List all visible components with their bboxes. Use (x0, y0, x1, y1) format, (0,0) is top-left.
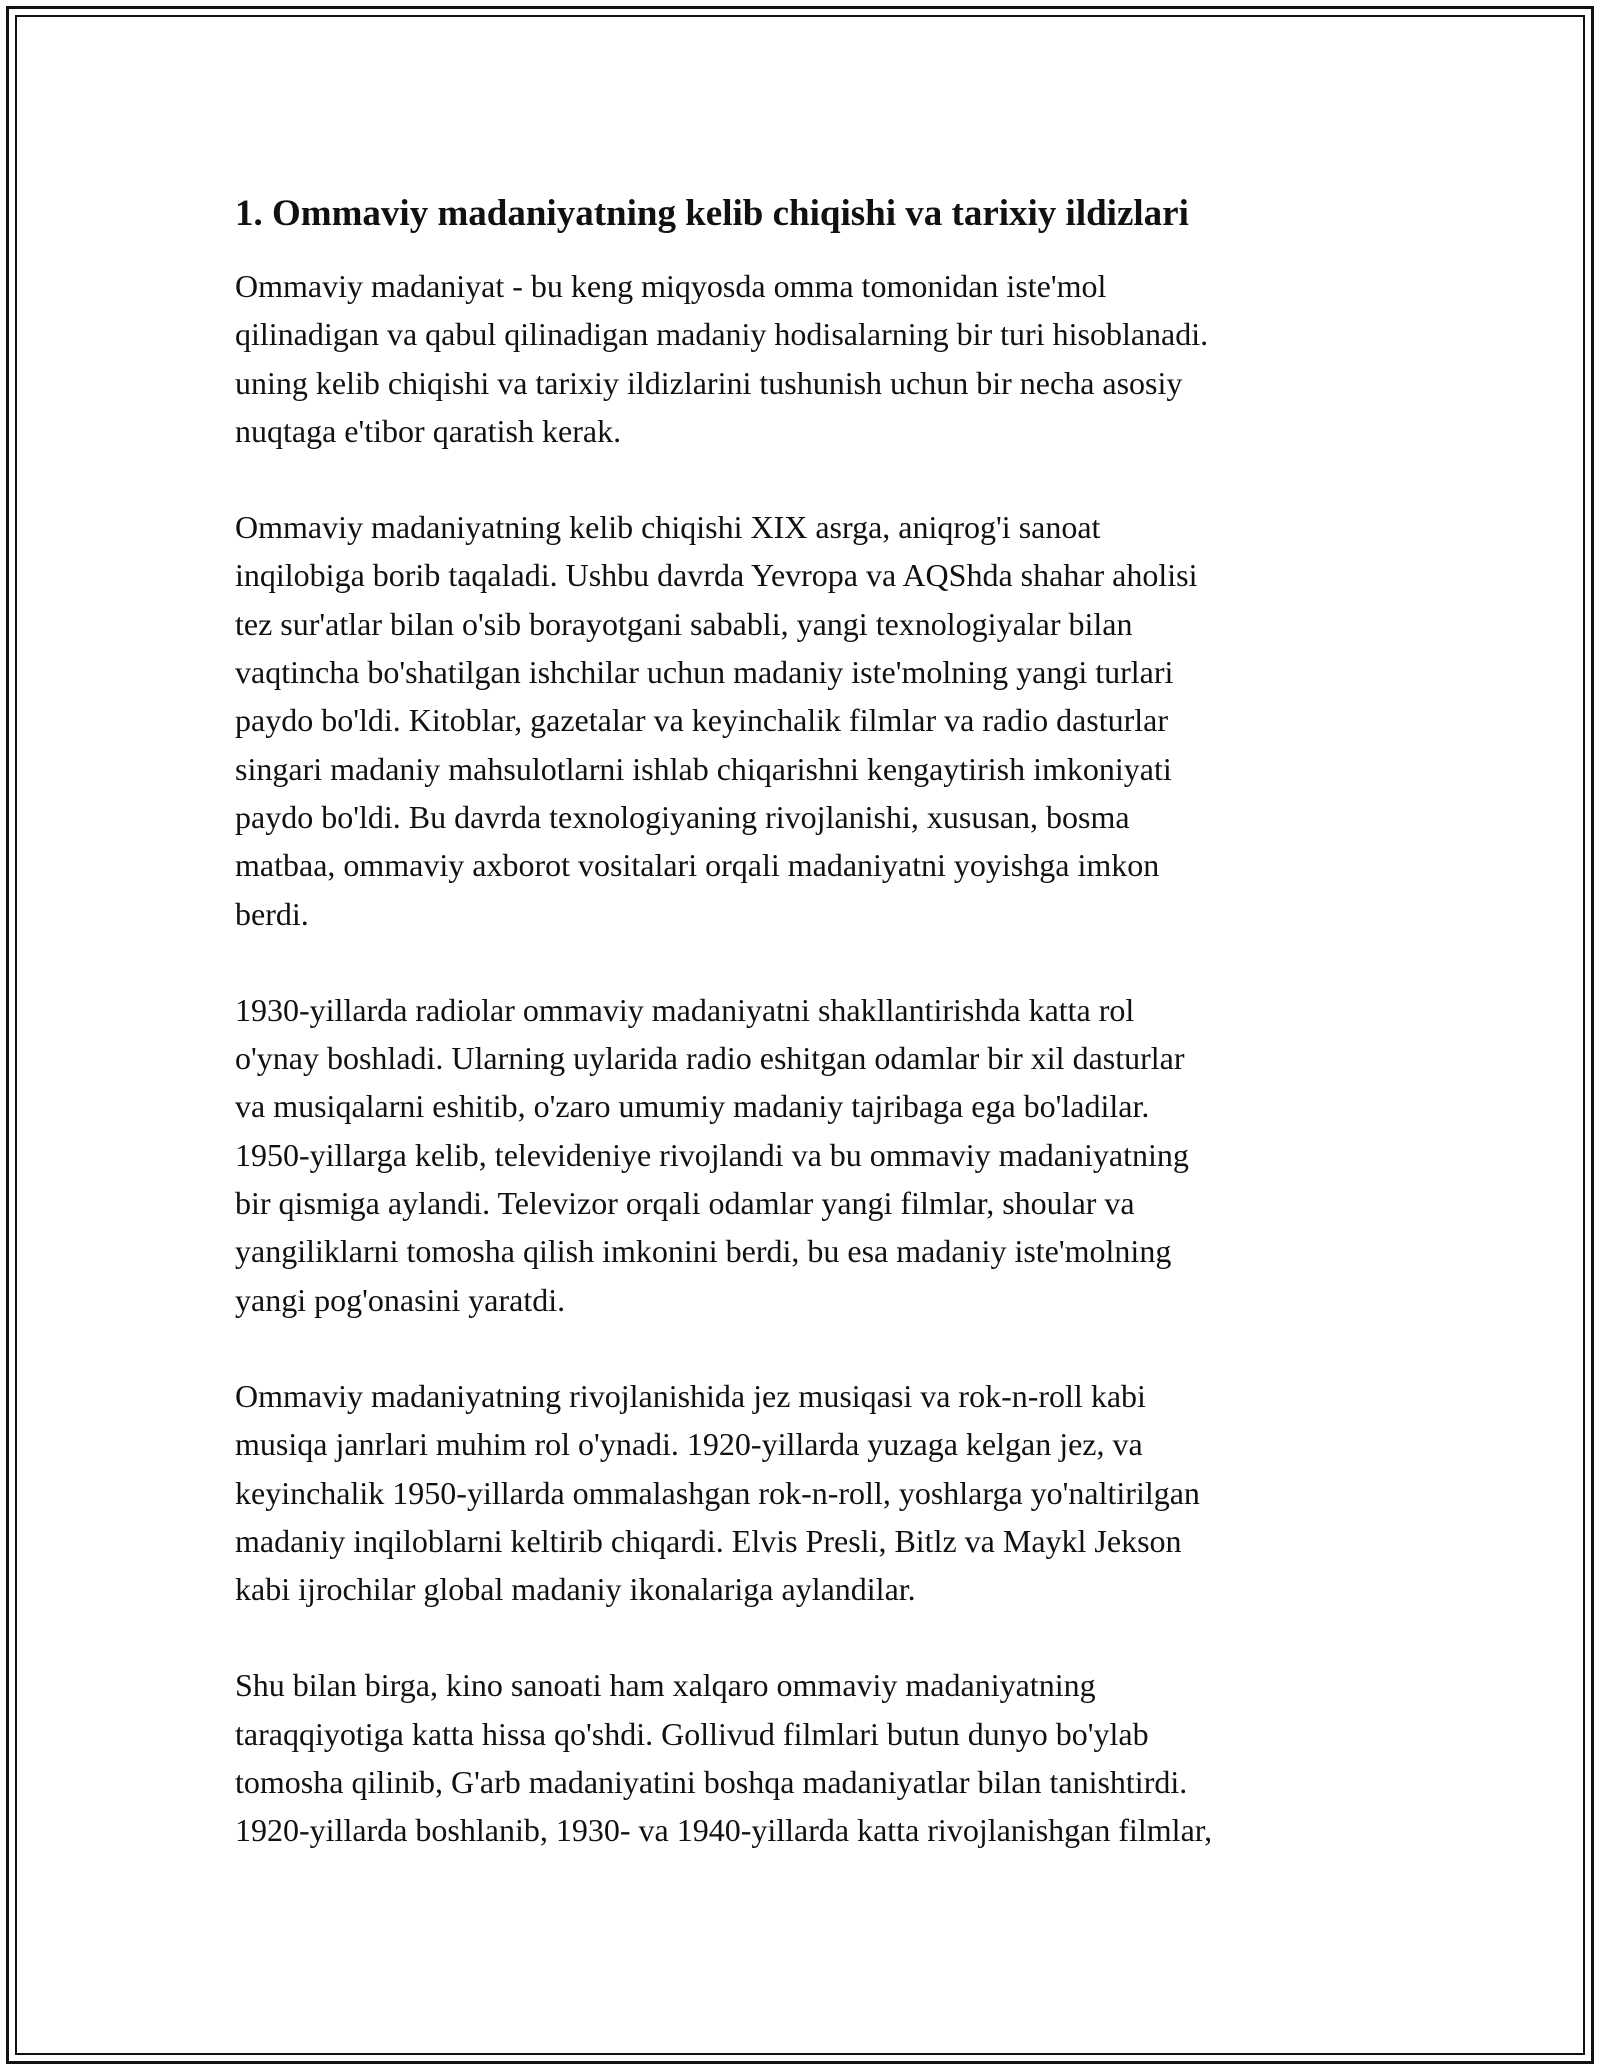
paragraph-origins: Ommaviy madaniyatning kelib chiqishi XIX asrga, aniqrog'i sanoat inqilobiga borib taqaladi. Ushbu davrda Yevropa va AQShda shahar aholisi tez sur'atlar bilan o'sib borayotgani sababli, yangi texnologiyalar bilan vaqtincha bo'shatilgan ishchilar uchun madaniy iste'molning yangi turlari paydo bo'ldi. Kitoblar, gazetalar va keyinchalik filmlar va radio dasturlar singari madaniy mahsulotlarni ishlab chiqarishni kengaytirish imkoniyati paydo bo'ldi. Bu davrda texnologiyaning rivojlanishi, xususan, bosma matbaa, ommaviy axborot vositalari orqali madaniyatni yoyishga imkon berdi. (235, 509, 1198, 932)
paragraph-music: Ommaviy madaniyatning rivojlanishida jez musiqasi va rok-n-roll kabi musiqa janrlari muhim rol o'ynadi. 1920-yillarda yuzaga kelgan jez, va keyinchalik 1950-yillarda ommalashgan rok-n-roll, yoshlarga yo'naltirilgan madaniy inqiloblarni keltirib chiqardi. Elvis Presli, Bitlz va Maykl Jekson kabi ijrochilar global madaniy ikonalariga aylandilar. (235, 1377, 1200, 1608)
paragraph-intro: Ommaviy madaniyat - bu keng miqyosda omma tomonidan iste'mol qilinadigan va qabul qilinadigan madaniy hodisalarning bir turi hisoblanadi. uning kelib chiqishi va tarixiy ildizlarini tushunish uchun bir necha asosiy nuqtaga e'tibor qaratish kerak. (235, 268, 1209, 449)
document-body (235, 186, 1365, 1855)
section-heading: 1. Ommaviy madaniyatning kelib chiqishi va tarixiy ildizlari (235, 193, 1189, 234)
paragraph-cinema: Shu bilan birga, kino sanoati ham xalqaro ommaviy madaniyatning taraqqiyotiga katta hissa qo'shdi. Gollivud filmlari butun dunyo bo'ylab tomosha qilinib, G'arb madaniyatini boshqa madaniyatlar bilan tanishtirdi. 1920-yillarda boshlanib, 1930- va 1940-yillarda katta rivojlanishgan filmlar, (235, 1667, 1213, 1849)
paragraph-radio-tv: 1930-yillarda radiolar ommaviy madaniyatni shakllantirishda katta rol o'ynay boshladi. Ularning uylarida radio eshitgan odamlar bir xil dasturlar va musiqalarni eshitib, o'zaro umumiy madaniy tajribaga ega bo'ladilar. 1950-yillarga kelib, televideniye rivojlandi va bu ommaviy madaniyatning bir qismiga aylandi. Televizor orqali odamlar yangi filmlar, shoular va yangiliklarni tomosha qilish imkonini berdi, bu esa madaniy iste'molning yangi pog'onasini yaratdi. (235, 991, 1189, 1318)
